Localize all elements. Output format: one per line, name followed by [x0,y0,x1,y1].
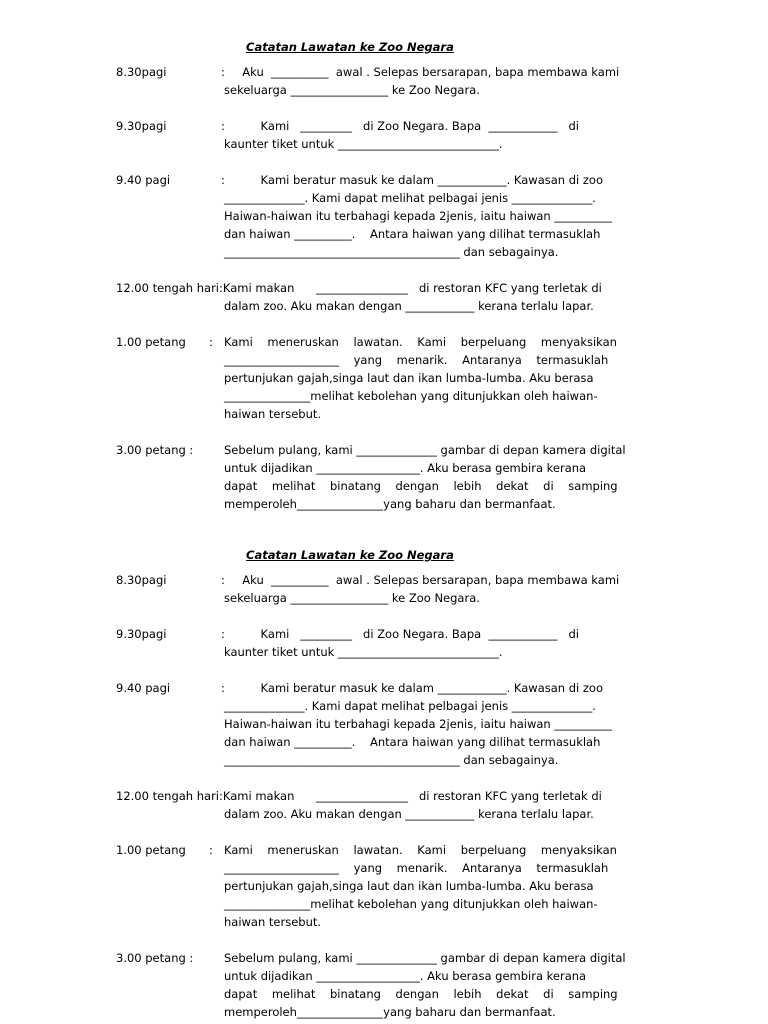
entry-line: Kami meneruskan lawatan. Kami berpeluang menyaksikan [224,335,617,349]
entry-line: dalam zoo. Aku makan dengan ____________ kerana terlalu lapar. [224,807,594,821]
entry-line: kaunter tiket untuk ____________________________. [224,137,503,151]
entry-time: 1.00 petang [116,335,186,349]
entry-line: ____________________ yang menarik. Antaranya termasuklah [224,861,609,875]
entry-line: haiwan tersebut. [224,407,322,421]
entry-time: 3.00 petang : [116,951,194,965]
entry-line: memperoleh_______________yang baharu dan bermanfaat. [224,1005,556,1019]
entry-colon: : [221,119,225,133]
entry-time: 12.00 tengah hari:Kami makan [116,789,295,803]
entry-text [224,625,652,661]
entry-time: 8.30pagi [116,65,167,79]
worksheet-title: Catatan Lawatan ke Zoo Negara [246,548,454,562]
entry-line: Haiwan-haiwan itu terbahagi kepada 2jenis, iaitu haiwan __________ [224,717,612,731]
entry-line: ________________ di restoran KFC yang terletak di [316,789,602,803]
entry-colon: : [209,843,213,857]
entry-colon: : [221,627,225,641]
entry-colon: : [221,681,225,695]
entry-line: kaunter tiket untuk ____________________________. [224,645,503,659]
entry-text [224,171,652,261]
entry-line: memperoleh_______________yang baharu dan bermanfaat. [224,497,556,511]
entry-line: dapat melihat binatang dengan lebih dekat di samping [224,479,618,493]
entry-line: haiwan tersebut. [224,915,322,929]
entry-text [224,571,652,607]
entry-line: _______________melihat kebolehan yang ditunjukkan oleh haiwan- [224,389,598,403]
entry-time: 9.40 pagi [116,173,171,187]
entry-line: Kami beratur masuk ke dalam ____________. Kawasan di zoo [224,681,603,695]
entry-line: pertunjukan gajah,singa laut dan ikan lumba-lumba. Aku berasa [224,879,594,893]
entry-line: Sebelum pulang, kami ______________ gambar di depan kamera digital [224,443,626,457]
entry-text [224,787,652,823]
entry-line: ______________. Kami dapat melihat pelbagai jenis ______________. [224,191,596,205]
entry-line: dan haiwan __________. Antara haiwan yang dilihat termasuklah [224,227,601,241]
entry-colon: : [209,335,213,349]
entry-line: Aku __________ awal . Selepas bersarapan, bapa membawa kami [224,65,620,79]
entry-line: Sebelum pulang, kami ______________ gambar di depan kamera digital [224,951,626,965]
entry-time: 9.30pagi [116,119,167,133]
entry-line: _________________________________________ dan sebagainya. [224,753,559,767]
entry-text [224,841,652,931]
entry-line: sekeluarga _________________ ke Zoo Negara. [224,83,480,97]
entry-text [224,441,652,513]
entry-time: 1.00 petang [116,843,186,857]
entry-line: _______________melihat kebolehan yang ditunjukkan oleh haiwan- [224,897,598,911]
entry-line: Kami meneruskan lawatan. Kami berpeluang menyaksikan [224,843,617,857]
entry-colon: : [221,65,225,79]
entry-text [224,117,652,153]
entry-text [224,333,652,423]
entry-line: dapat melihat binatang dengan lebih dekat di samping [224,987,618,1001]
entry-line: Aku __________ awal . Selepas bersarapan, bapa membawa kami [224,573,620,587]
entry-line: dan haiwan __________. Antara haiwan yang dilihat termasuklah [224,735,601,749]
entry-time: 3.00 petang : [116,443,194,457]
entry-text [224,949,652,1021]
entry-colon: : [221,173,225,187]
entry-line: Kami _________ di Zoo Negara. Bapa ____________ di [224,627,579,641]
entry-colon: : [221,573,225,587]
entry-line: sekeluarga _________________ ke Zoo Negara. [224,591,480,605]
entry-line: Haiwan-haiwan itu terbahagi kepada 2jenis, iaitu haiwan __________ [224,209,612,223]
entry-time: 9.30pagi [116,627,167,641]
entry-line: ____________________ yang menarik. Antaranya termasuklah [224,353,609,367]
worksheet-title: Catatan Lawatan ke Zoo Negara [246,40,454,54]
entry-line: pertunjukan gajah,singa laut dan ikan lumba-lumba. Aku berasa [224,371,594,385]
entry-line: untuk dijadikan __________________. Aku berasa gembira kerana [224,461,587,475]
entry-time: 12.00 tengah hari:Kami makan [116,281,295,295]
entry-line: _________________________________________ dan sebagainya. [224,245,559,259]
entry-time: 9.40 pagi [116,681,171,695]
entry-line: Kami beratur masuk ke dalam ____________. Kawasan di zoo [224,173,603,187]
entry-line: untuk dijadikan __________________. Aku berasa gembira kerana [224,969,587,983]
entry-line: ________________ di restoran KFC yang terletak di [316,281,602,295]
entry-text [224,679,652,769]
entry-line: ______________. Kami dapat melihat pelbagai jenis ______________. [224,699,596,713]
entry-time: 8.30pagi [116,573,167,587]
entry-text [224,63,652,99]
entry-line: Kami _________ di Zoo Negara. Bapa ____________ di [224,119,579,133]
entry-text [224,279,652,315]
entry-line: dalam zoo. Aku makan dengan ____________ kerana terlalu lapar. [224,299,594,313]
